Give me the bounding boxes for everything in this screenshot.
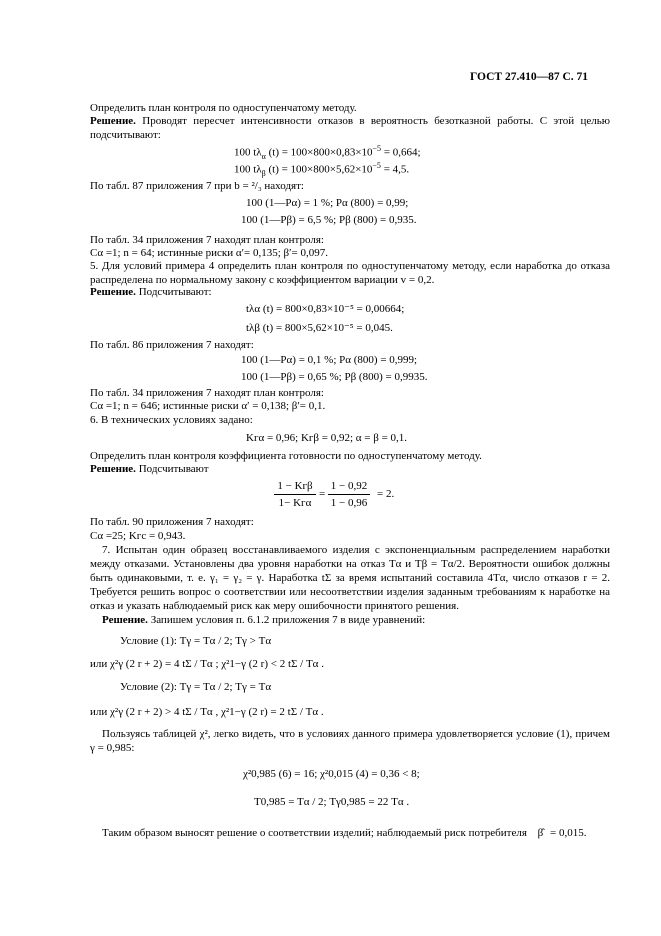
fraction-bar [274,494,316,495]
fraction-denominator: 1 − 0,96 [330,497,368,509]
equation: 100 (1—Pβ) = 0,65 %; Pβ (800) = 0,9935. [241,371,428,383]
equation: χ²0,985 (6) = 16; χ²0,015 (4) = 0,36 < 8; [243,768,420,780]
equation: tλβ (t) = 800×5,62×10⁻⁵ = 0,045. [246,322,393,334]
equation: Kгα = 0,96; Kгβ = 0,92; α = β = 0,1. [246,432,408,444]
fraction-denominator: 1− Kгα [278,497,312,509]
text-line: Таким образом выносят решение о соответствии изделий; наблюдаемый риск потребителя β̂ = 0,015. [102,827,587,839]
condition-2-alt: или χ²γ (2 r + 2) > 4 tΣ / Tα , χ²1−γ (2 r) = 2 tΣ / Tα . [90,706,324,718]
text-line: По табл. 86 приложения 7 находят: [90,339,254,351]
text-line: Cα =1; n = 646; истинные риски α′ = 0,138; β′= 0,1. [90,400,326,412]
fraction-numerator: 1 − 0,92 [330,480,368,492]
equals-sign: = [319,488,326,500]
solution-label: Решение. [90,463,136,475]
text-line: Решение. Запишем условия п. 6.1.2 приложения 7 в виде уравнений: [102,614,426,626]
fraction-bar [328,494,370,495]
condition-1: Условие (1): Tγ = Tα / 2; Tγ > Tα [120,635,272,647]
text-line: Cα =1; n = 64; истинные риски α′= 0,135; β′= 0,097. [90,247,329,259]
paragraph: 5. Для условий примера 4 определить план контроля по одноступенчатому методу, если наработка до отказа распределена по нормальному закону с коэффициентом вариации v = 0,2. [90,260,610,286]
text-line: По табл. 34 приложения 7 находят план контроля: [90,387,324,399]
page-header: ГОСТ 27.410—87 С. 71 [470,71,589,83]
paragraph-text: Проводят пересчет интенсивности отказов в вероятность безотказной работы. С этой целью подсчитывают: [90,115,610,141]
text-line: По табл. 34 приложения 7 находят план контроля: [90,234,324,246]
equation: tλα (t) = 800×0,83×10⁻⁵ = 0,00664; [246,303,405,315]
paragraph: 7. Испытан один образец восстанавливаемого изделия с экспоненциальным распределением наработки между отказами. Установлены два уровня наработки на отказ Tα и Tβ = Tα/2. Вероятности ошибок должны быть одинаковыми, т. е. γ₁ = γ₂ = γ. Наработка tΣ за время испытаний составила 4Tα, число отказов r = 2. Требуется решить вопрос о соответствии или несоответствии изделия заданным требованиям к наработке на отказ и указать наблюдаемый риск как меру ошибочности принятого решения. [90,544,610,612]
paragraph: Пользуясь таблицей χ², легко видеть, что в условиях данного примера удовлетворяется условие (1), причем γ = 0,985: [90,728,610,754]
text-line: Cα =25; Kгс = 0,943. [90,530,186,542]
fraction-numerator: 1 − Kгβ [277,480,313,492]
text-line: Определить план контроля коэффициента готовности по одноступенчатому методу. [90,450,482,462]
text-line: По табл. 87 приложения 7 при b = ²/₃ находят: [90,180,304,192]
paragraph [90,114,610,142]
text-line: По табл. 90 приложения 7 находят: [90,516,254,528]
solution-label: Решение. [90,286,136,298]
equation: 100 $t\lambda_\beta$ $(t) = 100\times 800\times 5,62\times 10^{-5} = 4,5$. [234,161,410,178]
text-line: 6. В технических условиях задано: [90,414,253,426]
equation: 100 $t\lambda_\alpha$ $(t) = 100\times 800\times 0,83\times 10^{-5} = 0,664$; [234,144,421,161]
solution-label: Решение. [90,115,136,127]
fraction-result: = 2. [377,488,395,500]
equation: 100 (1—Pβ) = 6,5 %; Pβ (800) = 0,935. [241,214,417,226]
beta-hat-symbol: β̂ [537,827,544,839]
text-line: Решение. Подсчитывают: [90,286,212,298]
text-line: Определить план контроля по одноступенчатому методу. [90,102,357,114]
condition-2: Условие (2): Tγ = Tα / 2; Tγ = Tα [120,681,272,693]
text-line: Решение. Подсчитывают [90,463,209,475]
condition-1-alt: или χ²γ (2 r + 2) = 4 tΣ / Tα ; χ²1−γ (2 r) < 2 tΣ / Tα . [90,658,324,670]
equation: 100 (1—Pα) = 1 %; Pα (800) = 0,99; [246,197,409,209]
equation: 100 (1—Pα) = 0,1 %; Pα (800) = 0,999; [241,354,418,366]
solution-label: Решение. [102,614,148,626]
equation: T0,985 = Tα / 2; Tγ0,985 = 22 Tα . [254,796,410,808]
